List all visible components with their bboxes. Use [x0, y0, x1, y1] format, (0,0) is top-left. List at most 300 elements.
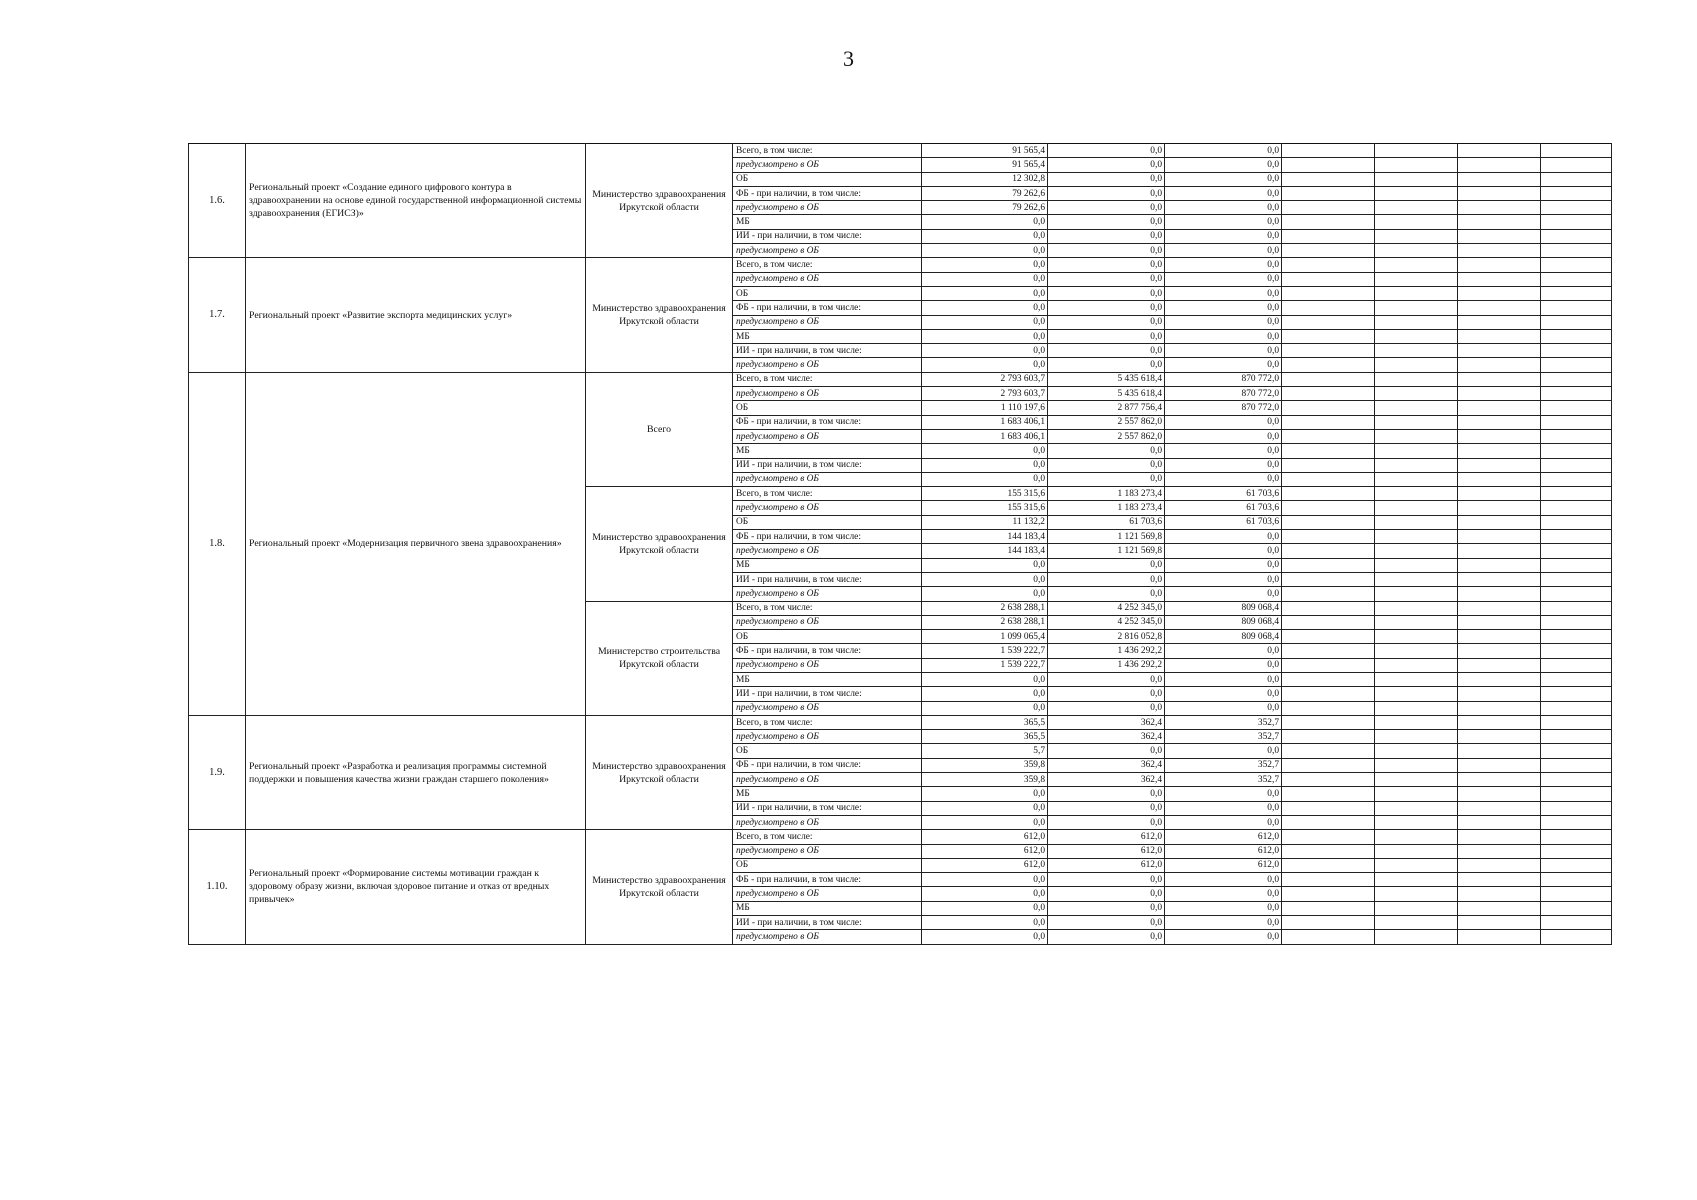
amount-cell: 0,0 — [1165, 415, 1282, 429]
amount-cell: 0,0 — [922, 229, 1048, 243]
empty-cell — [1375, 544, 1458, 558]
funding-source-label: Всего, в том числе: — [733, 372, 922, 386]
amount-cell: 870 772,0 — [1165, 387, 1282, 401]
project-number: 1.7. — [189, 258, 246, 372]
amount-cell: 0,0 — [922, 801, 1048, 815]
amount-cell: 0,0 — [1165, 672, 1282, 686]
empty-cell — [1458, 858, 1541, 872]
amount-cell: 0,0 — [922, 916, 1048, 930]
amount-cell: 0,0 — [922, 930, 1048, 944]
empty-cell — [1375, 730, 1458, 744]
empty-cell — [1282, 587, 1375, 601]
amount-cell: 1 683 406,1 — [922, 429, 1048, 443]
empty-cell — [1458, 887, 1541, 901]
empty-cell — [1375, 387, 1458, 401]
funding-source-label: предусмотрено в ОБ — [733, 358, 922, 372]
amount-cell: 0,0 — [1165, 315, 1282, 329]
empty-cell — [1458, 630, 1541, 644]
project-number: 1.9. — [189, 715, 246, 829]
empty-cell — [1375, 358, 1458, 372]
empty-cell — [1282, 344, 1375, 358]
empty-cell — [1282, 229, 1375, 243]
empty-cell — [1541, 858, 1612, 872]
empty-cell — [1541, 229, 1612, 243]
empty-cell — [1282, 715, 1375, 729]
amount-cell: 155 315,6 — [922, 487, 1048, 501]
project-name: Региональный проект «Создание единого цифрового контура в здравоохранении на основе единой государственной информационной системы здравоохранения (ЕГИСЗ)» — [246, 144, 586, 258]
empty-cell — [1375, 144, 1458, 158]
amount-cell: 0,0 — [1165, 815, 1282, 829]
empty-cell — [1541, 744, 1612, 758]
amount-cell: 0,0 — [1165, 258, 1282, 272]
funding-source-label: предусмотрено в ОБ — [733, 544, 922, 558]
empty-cell — [1375, 773, 1458, 787]
funding-source-label: предусмотрено в ОБ — [733, 701, 922, 715]
amount-cell: 0,0 — [1165, 873, 1282, 887]
empty-cell — [1458, 186, 1541, 200]
empty-cell — [1458, 815, 1541, 829]
amount-cell: 0,0 — [922, 587, 1048, 601]
amount-cell: 2 557 862,0 — [1048, 429, 1165, 443]
budget-table — [188, 143, 1612, 945]
empty-cell — [1282, 572, 1375, 586]
empty-cell — [1541, 172, 1612, 186]
amount-cell: 0,0 — [1048, 930, 1165, 944]
amount-cell: 0,0 — [1048, 286, 1165, 300]
empty-cell — [1458, 472, 1541, 486]
empty-cell — [1458, 530, 1541, 544]
amount-cell: 809 068,4 — [1165, 615, 1282, 629]
table-body — [189, 144, 1612, 945]
empty-cell — [1541, 487, 1612, 501]
funding-source-label: предусмотрено в ОБ — [733, 315, 922, 329]
empty-cell — [1282, 158, 1375, 172]
empty-cell — [1375, 530, 1458, 544]
empty-cell — [1375, 515, 1458, 529]
amount-cell: 0,0 — [922, 672, 1048, 686]
empty-cell — [1458, 601, 1541, 615]
funding-source-label: ИИ - при наличии, в том числе: — [733, 344, 922, 358]
funding-source-label: предусмотрено в ОБ — [733, 844, 922, 858]
amount-cell: 0,0 — [1165, 344, 1282, 358]
funding-source-label: ИИ - при наличии, в том числе: — [733, 458, 922, 472]
empty-cell — [1458, 672, 1541, 686]
amount-cell: 612,0 — [922, 858, 1048, 872]
amount-cell: 0,0 — [922, 329, 1048, 343]
empty-cell — [1458, 258, 1541, 272]
empty-cell — [1541, 916, 1612, 930]
amount-cell: 61 703,6 — [1048, 515, 1165, 529]
empty-cell — [1541, 144, 1612, 158]
amount-cell: 0,0 — [1048, 215, 1165, 229]
amount-cell: 0,0 — [922, 358, 1048, 372]
empty-cell — [1375, 415, 1458, 429]
empty-cell — [1458, 444, 1541, 458]
empty-cell — [1541, 844, 1612, 858]
amount-cell: 4 252 345,0 — [1048, 601, 1165, 615]
amount-cell: 0,0 — [922, 215, 1048, 229]
empty-cell — [1375, 201, 1458, 215]
amount-cell: 0,0 — [1165, 916, 1282, 930]
project-number: 1.8. — [189, 372, 246, 715]
empty-cell — [1458, 244, 1541, 258]
empty-cell — [1541, 658, 1612, 672]
amount-cell: 0,0 — [922, 344, 1048, 358]
amount-cell: 0,0 — [922, 315, 1048, 329]
empty-cell — [1375, 815, 1458, 829]
empty-cell — [1541, 815, 1612, 829]
empty-cell — [1375, 830, 1458, 844]
amount-cell: 2 638 288,1 — [922, 615, 1048, 629]
empty-cell — [1541, 258, 1612, 272]
empty-cell — [1458, 873, 1541, 887]
empty-cell — [1282, 401, 1375, 415]
empty-cell — [1458, 787, 1541, 801]
amount-cell: 2 793 603,7 — [922, 387, 1048, 401]
amount-cell: 0,0 — [1165, 272, 1282, 286]
empty-cell — [1282, 773, 1375, 787]
empty-cell — [1541, 272, 1612, 286]
empty-cell — [1282, 744, 1375, 758]
amount-cell: 0,0 — [1048, 558, 1165, 572]
empty-cell — [1541, 558, 1612, 572]
empty-cell — [1458, 501, 1541, 515]
empty-cell — [1458, 387, 1541, 401]
empty-cell — [1458, 930, 1541, 944]
empty-cell — [1282, 844, 1375, 858]
funding-source-label: ФБ - при наличии, в том числе: — [733, 186, 922, 200]
empty-cell — [1541, 286, 1612, 300]
table-row — [189, 830, 1612, 844]
empty-cell — [1375, 601, 1458, 615]
empty-cell — [1282, 387, 1375, 401]
empty-cell — [1541, 901, 1612, 915]
empty-cell — [1541, 244, 1612, 258]
amount-cell: 0,0 — [1165, 172, 1282, 186]
funding-source-label: ФБ - при наличии, в том числе: — [733, 530, 922, 544]
funding-source-label: ОБ — [733, 630, 922, 644]
executor-name: Всего — [586, 372, 733, 486]
empty-cell — [1375, 186, 1458, 200]
funding-source-label: предусмотрено в ОБ — [733, 272, 922, 286]
amount-cell: 61 703,6 — [1165, 501, 1282, 515]
empty-cell — [1375, 172, 1458, 186]
funding-source-label: ОБ — [733, 515, 922, 529]
amount-cell: 612,0 — [1165, 858, 1282, 872]
empty-cell — [1375, 672, 1458, 686]
empty-cell — [1541, 186, 1612, 200]
amount-cell: 352,7 — [1165, 715, 1282, 729]
amount-cell: 352,7 — [1165, 758, 1282, 772]
amount-cell: 0,0 — [1048, 358, 1165, 372]
funding-source-label: МБ — [733, 672, 922, 686]
empty-cell — [1541, 630, 1612, 644]
empty-cell — [1458, 272, 1541, 286]
amount-cell: 362,4 — [1048, 715, 1165, 729]
amount-cell: 0,0 — [922, 787, 1048, 801]
empty-cell — [1375, 916, 1458, 930]
empty-cell — [1282, 286, 1375, 300]
empty-cell — [1282, 501, 1375, 515]
amount-cell: 0,0 — [922, 444, 1048, 458]
empty-cell — [1282, 144, 1375, 158]
empty-cell — [1375, 858, 1458, 872]
amount-cell: 0,0 — [922, 272, 1048, 286]
amount-cell: 0,0 — [1165, 458, 1282, 472]
empty-cell — [1541, 215, 1612, 229]
amount-cell: 0,0 — [1165, 158, 1282, 172]
empty-cell — [1282, 444, 1375, 458]
empty-cell — [1458, 587, 1541, 601]
empty-cell — [1458, 773, 1541, 787]
funding-source-label: ИИ - при наличии, в том числе: — [733, 687, 922, 701]
empty-cell — [1282, 801, 1375, 815]
amount-cell: 612,0 — [1048, 830, 1165, 844]
empty-cell — [1375, 558, 1458, 572]
empty-cell — [1458, 515, 1541, 529]
empty-cell — [1375, 644, 1458, 658]
empty-cell — [1458, 558, 1541, 572]
funding-source-label: ОБ — [733, 401, 922, 415]
empty-cell — [1541, 301, 1612, 315]
amount-cell: 0,0 — [1048, 258, 1165, 272]
empty-cell — [1375, 658, 1458, 672]
empty-cell — [1375, 244, 1458, 258]
empty-cell — [1375, 844, 1458, 858]
empty-cell — [1375, 687, 1458, 701]
amount-cell: 0,0 — [1048, 329, 1165, 343]
empty-cell — [1375, 744, 1458, 758]
empty-cell — [1282, 701, 1375, 715]
executor-name: Министерство здравоохранения Иркутской области — [586, 144, 733, 258]
amount-cell: 612,0 — [1165, 844, 1282, 858]
amount-cell: 0,0 — [1048, 144, 1165, 158]
amount-cell: 1 121 569,8 — [1048, 530, 1165, 544]
funding-source-label: Всего, в том числе: — [733, 601, 922, 615]
amount-cell: 1 683 406,1 — [922, 415, 1048, 429]
funding-source-label: предусмотрено в ОБ — [733, 887, 922, 901]
empty-cell — [1541, 530, 1612, 544]
amount-cell: 0,0 — [1048, 315, 1165, 329]
amount-cell: 0,0 — [1048, 272, 1165, 286]
table-row — [189, 144, 1612, 158]
amount-cell: 362,4 — [1048, 773, 1165, 787]
empty-cell — [1458, 401, 1541, 415]
amount-cell: 612,0 — [922, 830, 1048, 844]
amount-cell: 0,0 — [922, 558, 1048, 572]
empty-cell — [1458, 144, 1541, 158]
empty-cell — [1282, 315, 1375, 329]
amount-cell: 612,0 — [1048, 844, 1165, 858]
project-number: 1.6. — [189, 144, 246, 258]
empty-cell — [1458, 487, 1541, 501]
empty-cell — [1375, 615, 1458, 629]
empty-cell — [1282, 215, 1375, 229]
empty-cell — [1282, 830, 1375, 844]
amount-cell: 144 183,4 — [922, 544, 1048, 558]
amount-cell: 0,0 — [1165, 244, 1282, 258]
empty-cell — [1282, 658, 1375, 672]
empty-cell — [1282, 601, 1375, 615]
empty-cell — [1458, 458, 1541, 472]
amount-cell: 0,0 — [922, 815, 1048, 829]
empty-cell — [1282, 258, 1375, 272]
amount-cell: 0,0 — [1165, 429, 1282, 443]
empty-cell — [1282, 415, 1375, 429]
empty-cell — [1541, 158, 1612, 172]
empty-cell — [1375, 572, 1458, 586]
funding-source-label: предусмотрено в ОБ — [733, 201, 922, 215]
amount-cell: 352,7 — [1165, 730, 1282, 744]
funding-source-label: Всего, в том числе: — [733, 715, 922, 729]
funding-source-label: ИИ - при наличии, в том числе: — [733, 801, 922, 815]
empty-cell — [1458, 344, 1541, 358]
table-row — [189, 258, 1612, 272]
amount-cell: 11 132,2 — [922, 515, 1048, 529]
empty-cell — [1282, 301, 1375, 315]
amount-cell: 2 557 862,0 — [1048, 415, 1165, 429]
funding-source-label: предусмотрено в ОБ — [733, 615, 922, 629]
amount-cell: 0,0 — [1048, 344, 1165, 358]
empty-cell — [1541, 344, 1612, 358]
amount-cell: 809 068,4 — [1165, 630, 1282, 644]
amount-cell: 0,0 — [1048, 572, 1165, 586]
amount-cell: 0,0 — [1165, 201, 1282, 215]
empty-cell — [1282, 930, 1375, 944]
amount-cell: 0,0 — [922, 472, 1048, 486]
amount-cell: 0,0 — [1048, 744, 1165, 758]
empty-cell — [1282, 472, 1375, 486]
empty-cell — [1282, 515, 1375, 529]
amount-cell: 0,0 — [1048, 687, 1165, 701]
funding-source-label: предусмотрено в ОБ — [733, 658, 922, 672]
empty-cell — [1375, 930, 1458, 944]
project-name: Региональный проект «Развитие экспорта медицинских услуг» — [246, 258, 586, 372]
amount-cell: 2 638 288,1 — [922, 601, 1048, 615]
empty-cell — [1282, 615, 1375, 629]
funding-source-label: предусмотрено в ОБ — [733, 387, 922, 401]
amount-cell: 359,8 — [922, 773, 1048, 787]
empty-cell — [1375, 229, 1458, 243]
empty-cell — [1541, 201, 1612, 215]
amount-cell: 0,0 — [1165, 144, 1282, 158]
funding-source-label: ОБ — [733, 286, 922, 300]
empty-cell — [1375, 372, 1458, 386]
empty-cell — [1282, 630, 1375, 644]
amount-cell: 0,0 — [1048, 916, 1165, 930]
empty-cell — [1458, 544, 1541, 558]
funding-source-label: Всего, в том числе: — [733, 487, 922, 501]
empty-cell — [1458, 172, 1541, 186]
empty-cell — [1282, 186, 1375, 200]
amount-cell: 155 315,6 — [922, 501, 1048, 515]
empty-cell — [1541, 572, 1612, 586]
empty-cell — [1282, 916, 1375, 930]
empty-cell — [1458, 744, 1541, 758]
project-name: Региональный проект «Формирование системы мотивации граждан к здоровому образу жизни, включая здоровое питание и отказ от вредных привычек» — [246, 830, 586, 944]
amount-cell: 0,0 — [922, 687, 1048, 701]
amount-cell: 0,0 — [1048, 672, 1165, 686]
amount-cell: 79 262,6 — [922, 186, 1048, 200]
empty-cell — [1541, 730, 1612, 744]
empty-cell — [1541, 315, 1612, 329]
empty-cell — [1282, 329, 1375, 343]
empty-cell — [1375, 758, 1458, 772]
empty-cell — [1458, 215, 1541, 229]
empty-cell — [1282, 172, 1375, 186]
empty-cell — [1541, 787, 1612, 801]
amount-cell: 612,0 — [1165, 830, 1282, 844]
empty-cell — [1458, 658, 1541, 672]
empty-cell — [1541, 687, 1612, 701]
empty-cell — [1458, 830, 1541, 844]
funding-source-label: МБ — [733, 215, 922, 229]
empty-cell — [1282, 429, 1375, 443]
empty-cell — [1541, 930, 1612, 944]
amount-cell: 0,0 — [1165, 186, 1282, 200]
amount-cell: 0,0 — [922, 873, 1048, 887]
funding-source-label: МБ — [733, 329, 922, 343]
funding-source-label: ФБ - при наличии, в том числе: — [733, 873, 922, 887]
empty-cell — [1375, 344, 1458, 358]
empty-cell — [1458, 715, 1541, 729]
empty-cell — [1541, 672, 1612, 686]
empty-cell — [1541, 372, 1612, 386]
empty-cell — [1458, 358, 1541, 372]
amount-cell: 870 772,0 — [1165, 401, 1282, 415]
executor-name: Министерство строительства Иркутской области — [586, 601, 733, 715]
amount-cell: 91 565,4 — [922, 158, 1048, 172]
empty-cell — [1541, 329, 1612, 343]
empty-cell — [1375, 272, 1458, 286]
amount-cell: 0,0 — [922, 887, 1048, 901]
funding-source-label: МБ — [733, 901, 922, 915]
empty-cell — [1458, 758, 1541, 772]
amount-cell: 0,0 — [1165, 801, 1282, 815]
amount-cell: 1 539 222,7 — [922, 644, 1048, 658]
empty-cell — [1375, 587, 1458, 601]
empty-cell — [1458, 201, 1541, 215]
table-row — [189, 372, 1612, 386]
amount-cell: 0,0 — [1165, 358, 1282, 372]
funding-source-label: Всего, в том числе: — [733, 258, 922, 272]
empty-cell — [1375, 429, 1458, 443]
empty-cell — [1458, 687, 1541, 701]
empty-cell — [1375, 458, 1458, 472]
amount-cell: 0,0 — [1165, 644, 1282, 658]
executor-name: Министерство здравоохранения Иркутской области — [586, 258, 733, 372]
empty-cell — [1282, 758, 1375, 772]
empty-cell — [1458, 301, 1541, 315]
amount-cell: 0,0 — [1048, 201, 1165, 215]
amount-cell: 359,8 — [922, 758, 1048, 772]
empty-cell — [1458, 901, 1541, 915]
amount-cell: 0,0 — [922, 701, 1048, 715]
executor-name: Министерство здравоохранения Иркутской области — [586, 487, 733, 601]
empty-cell — [1541, 644, 1612, 658]
empty-cell — [1458, 315, 1541, 329]
empty-cell — [1375, 315, 1458, 329]
amount-cell: 61 703,6 — [1165, 487, 1282, 501]
project-number: 1.10. — [189, 830, 246, 944]
amount-cell: 0,0 — [1165, 744, 1282, 758]
amount-cell: 5 435 618,4 — [1048, 387, 1165, 401]
empty-cell — [1458, 329, 1541, 343]
amount-cell: 0,0 — [922, 901, 1048, 915]
amount-cell: 2 877 756,4 — [1048, 401, 1165, 415]
empty-cell — [1282, 787, 1375, 801]
empty-cell — [1541, 601, 1612, 615]
